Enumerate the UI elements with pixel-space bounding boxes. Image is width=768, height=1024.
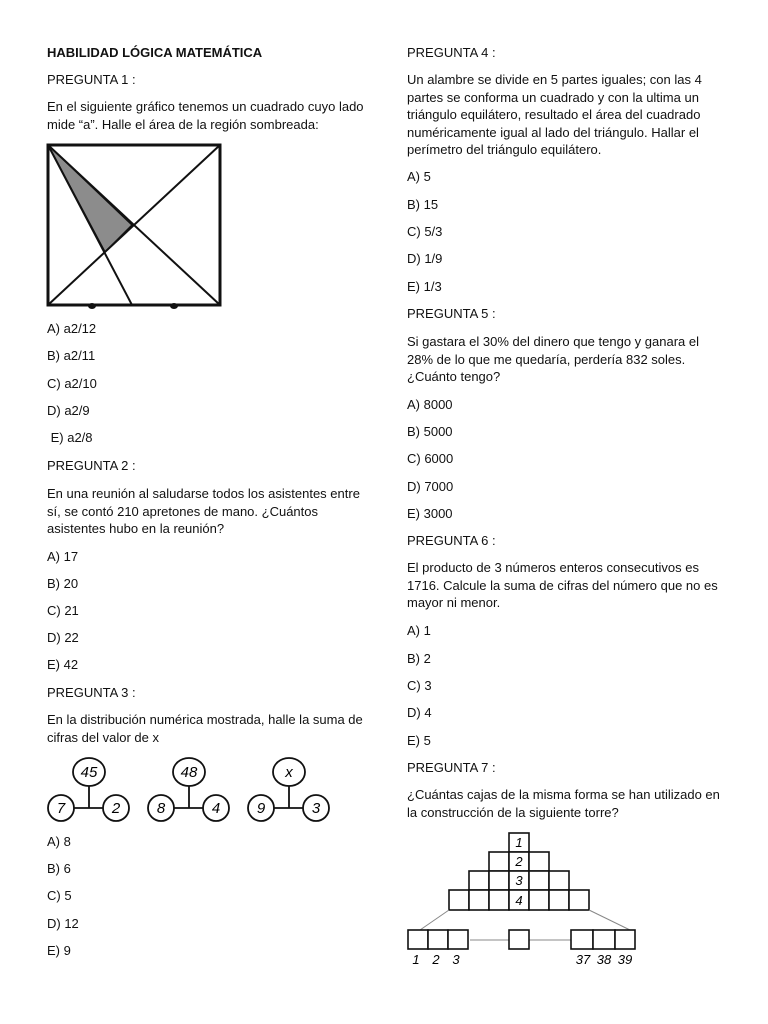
q5-option-b: B) 5000: [407, 424, 453, 439]
q2-text: En una reunión al saludarse todos los asistentes entre sí, se contó 210 apretones de mano. ¿Cuántos asistentes hubo en la reunión?: [47, 486, 360, 536]
figure-1-left-value: 7: [56, 800, 66, 817]
figure-1-top-value: 45: [80, 764, 98, 781]
base-label-3: 3: [452, 952, 460, 967]
q3-option-d: D) 12: [47, 916, 79, 931]
document-title: HABILIDAD LÓGICA MATEMÁTICA: [47, 45, 263, 60]
tower-label-1: 1: [515, 835, 523, 850]
q2-option-b: B) 20: [47, 576, 79, 591]
figure-3-top-value: x: [285, 764, 293, 781]
q4-heading: PREGUNTA 4 :: [407, 45, 496, 60]
q1-square-figure: [45, 140, 225, 310]
q1-option-a: A) a2/12: [47, 321, 97, 336]
tick-mark-2: [170, 303, 178, 309]
q3-text: En la distribución numérica mostrada, halle la suma de cifras del valor de x: [47, 712, 363, 745]
shaded-region: [48, 145, 132, 252]
base-row: [408, 930, 635, 949]
q1-option-c: C) a2/10: [47, 376, 97, 391]
base-label-1: 1: [412, 952, 420, 967]
q4-option-b: B) 15: [407, 197, 439, 212]
figure-2: [148, 758, 229, 821]
base-label-37: 37: [575, 952, 591, 967]
q1-option-d: D) a2/9: [47, 403, 90, 418]
figure-3: [248, 758, 329, 821]
q7-heading: PREGUNTA 7 :: [407, 760, 496, 775]
q6-option-c: C) 3: [407, 678, 432, 693]
q6-text: El producto de 3 números enteros consecutivos es 1716. Calcule la suma de cifras del número que no es mayor ni menor.: [407, 560, 718, 610]
figure-1-right-value: 2: [111, 800, 121, 817]
q3-option-c: C) 5: [47, 888, 72, 903]
q3-option-e: E) 9: [47, 943, 71, 958]
q3-heading: PREGUNTA 3 :: [47, 685, 136, 700]
q4-text: Un alambre se divide en 5 partes iguales; con las 4 partes se conforma un cuadrado y con la ultima un triángulo equilátero, resultado el área del cuadrado numéricamente igual al lado del triángulo. Hallar el perímetro del triángulo equilátero.: [407, 72, 702, 157]
q6-option-a: A) 1: [407, 623, 431, 638]
q7-text: ¿Cuántas cajas de la misma forma se han utilizado en la construcción de la siguiente torre?: [407, 787, 720, 820]
q4-option-a: A) 5: [407, 169, 431, 184]
q5-text: Si gastara el 30% del dinero que tengo y ganara el 28% de lo que me quedaría, perdería 832 soles. ¿Cuánto tengo?: [407, 334, 699, 384]
figure-3-left-value: 9: [256, 800, 266, 817]
tower-label-2: 2: [515, 854, 523, 869]
q5-heading: PREGUNTA 5 :: [407, 306, 496, 321]
q6-option-d: D) 4: [407, 705, 432, 720]
tower-label-4: 4: [515, 893, 523, 908]
figure-3-right-value: 3: [311, 800, 321, 817]
q5-option-a: A) 8000: [407, 397, 453, 412]
tick-mark-1: [88, 303, 96, 309]
q1-option-b: B) a2/11: [47, 348, 96, 363]
q4-option-c: C) 5/3: [407, 224, 443, 239]
q2-option-a: A) 17: [47, 549, 79, 564]
q1-text: En el siguiente gráfico tenemos un cuadrado cuyo lado mide “a”. Halle el área de la región sombreada:: [47, 99, 364, 132]
base-label-38: 38: [596, 952, 612, 967]
q1-heading: PREGUNTA 1 :: [47, 72, 136, 87]
q5-option-e: E) 3000: [407, 506, 453, 521]
q3-option-b: B) 6: [47, 861, 71, 876]
q5-option-c: C) 6000: [407, 451, 454, 466]
q4-option-e: E) 1/3: [407, 279, 442, 294]
tower-label-3: 3: [515, 873, 523, 888]
q6-option-b: B) 2: [407, 651, 431, 666]
q2-option-c: C) 21: [47, 603, 79, 618]
q1-option-e: E) a2/8: [47, 430, 93, 445]
figure-2-top-value: 48: [180, 764, 198, 781]
q7-tower-figure: [405, 828, 640, 973]
q2-option-d: D) 22: [47, 630, 79, 645]
base-label-39: 39: [617, 952, 633, 967]
figure-2-right-value: 4: [211, 800, 221, 817]
base-label-2: 2: [432, 952, 440, 967]
q4-option-d: D) 1/9: [407, 251, 443, 266]
figure-1: [48, 758, 129, 821]
q6-heading: PREGUNTA 6 :: [407, 533, 496, 548]
q2-heading: PREGUNTA 2 :: [47, 458, 136, 473]
q3-option-a: A) 8: [47, 834, 71, 849]
q2-option-e: E) 42: [47, 657, 79, 672]
q3-number-figures: [47, 757, 337, 827]
q5-option-d: D) 7000: [407, 479, 454, 494]
figure-2-left-value: 8: [156, 800, 166, 817]
q6-option-e: E) 5: [407, 733, 431, 748]
